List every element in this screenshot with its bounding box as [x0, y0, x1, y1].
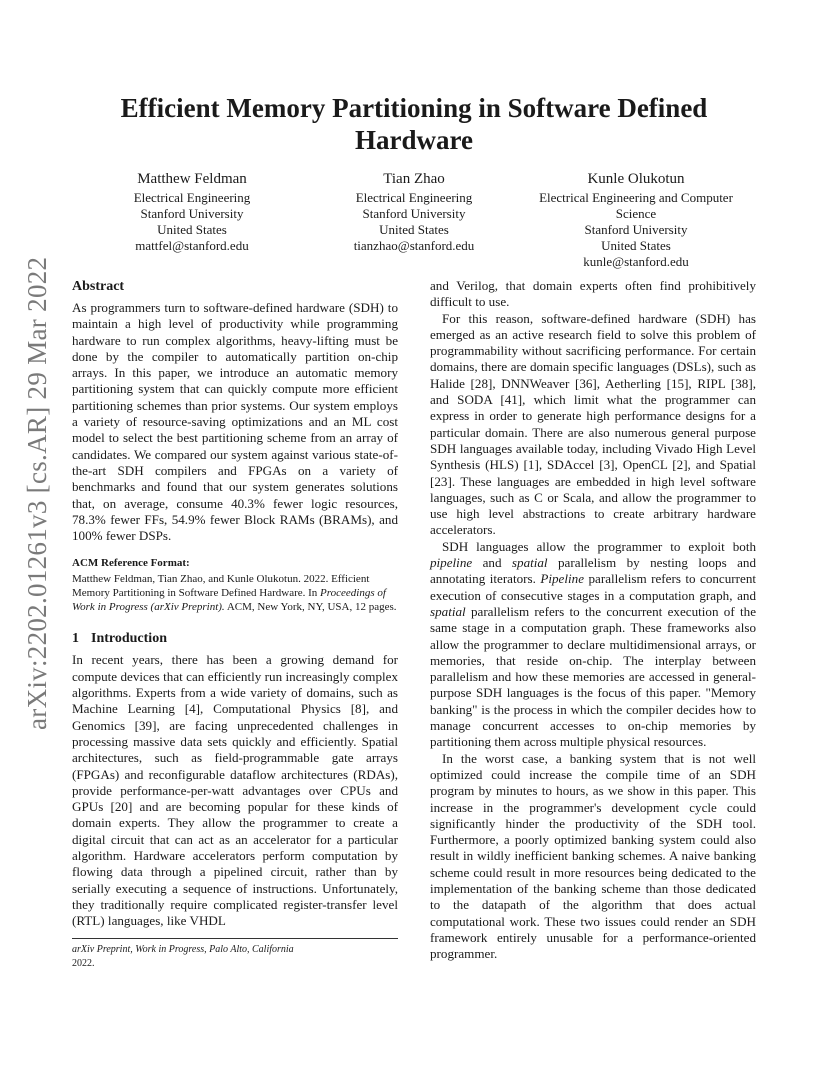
left-column	[72, 278, 398, 930]
acm-reference-text	[72, 572, 398, 614]
author-email: mattfel@stanford.edu	[135, 238, 249, 253]
paper-title: Efficient Memory Partitioning in Software Defined Hardware	[120, 93, 708, 155]
author-country: United States	[601, 238, 671, 253]
author-block-3	[526, 170, 746, 270]
emphasis-spatial: spatial	[430, 603, 466, 619]
intro-paragraph-1-continued: and Verilog, that domain experts often find prohibitively difficult to use.	[430, 278, 756, 310]
author-email: kunle@stanford.edu	[583, 254, 689, 269]
author-block-2	[334, 170, 494, 254]
right-column	[430, 278, 756, 962]
acm-reference-proceedings: Proceedings of Work in Progress (arXiv Preprint).	[72, 587, 386, 614]
section-number: 1	[72, 631, 79, 647]
emphasis-pipeline: pipeline	[430, 555, 473, 571]
abstract-heading: Abstract	[72, 279, 125, 294]
section-heading-introduction	[72, 630, 398, 648]
author-name: Matthew Feldman	[137, 171, 247, 187]
section-title: Introduction	[91, 631, 167, 647]
intro-paragraph-2: For this reason, software-defined hardware (SDH) has emerged as an active research field to solve this problem of programmability without sacrificing performance. For certain domains, there are domain specific languages (DSLs), such as Halide [28], DNNWeaver [36], Aetherling [15], RIPL [38], and SODA [41], which limit what the programmer can express in order to generate high performance designs for a particular domain. There are also numerous general purpose SDH languages available today, including Vivado High Level Synthesis (HLS) [1], SDAccel [3], OpenCL [2], and Spatial [23]. These languages are embedded in high level software languages, such as C or Scala, and allow the programmer to use high level abstractions to create arbitrary hardware accelerators.	[430, 310, 756, 538]
author-university: Stanford University	[140, 206, 244, 221]
author-name: Tian Zhao	[383, 171, 445, 187]
abstract-text: As programmers turn to software-defined hardware (SDH) to maintain a high level of productivity while programming hardware to run complex algorithms, heavy-lifting must be done by the compiler to automatically partition on-chip arrays. In this paper, we introduce an automatic memory partitioning system that can quickly compute more efficient partitioning schemes than prior systems. Our system employs a variety of resource-saving optimizations and an ML cost model to select the best partitioning scheme from an array of candidates. We compared our system against various state-of-the-art SDH compilers and FPGAs on a variety of benchmarks and found that our system generates solutions that, on average, consume 40.3% fewer logic resources, 78.3% fewer FFs, 54.9% fewer Block RAMs (BRAMs), and 100% fewer DSPs.	[72, 300, 398, 544]
emphasis-pipeline: Pipeline	[540, 571, 585, 587]
intro-paragraph-3	[430, 539, 756, 751]
text-run: parallelism by nesting loops and annotating iterators.	[430, 555, 756, 587]
author-university: Stanford University	[362, 206, 466, 221]
text-run: parallelism refers to the concurrent execution of the same stage in a computation graph. These frameworks also allow the programmer to declare multidimensional arrays, or memories, that reside on-chip. The interplay between parallelism and how these memories are accessed in general-purpose SDH languages is the focus of this paper. "Memory banking" is the process in which the compiler decides how to manage concurrent accesses to on-chip memories by partitioning them across multiple physical resources.	[430, 603, 756, 750]
author-university: Stanford University	[584, 222, 688, 237]
author-email: tianzhao@stanford.edu	[353, 238, 475, 253]
author-country: United States	[157, 222, 227, 237]
text-run: SDH languages allow the programmer to exploit both	[442, 538, 756, 554]
emphasis-spatial: spatial	[511, 555, 548, 571]
author-affiliation: Electrical Engineering	[355, 190, 473, 205]
text-run: parallelism refers to concurrent execution of consecutive stages in a computation graph, and	[430, 571, 756, 603]
footer-year: 2022.	[72, 958, 95, 969]
author-name: Kunle Olukotun	[587, 171, 685, 187]
text-run: and	[472, 555, 512, 571]
page-footer	[72, 938, 398, 971]
intro-paragraph-1: In recent years, there has been a growing demand for compute devices that can efficiently run increasingly complex algorithms. Experts from a wide variety of domains, such as Machine Learning [4], Computational Physics [8], and Genomics [39], are facing unprecedented challenges in processing massive data sets quickly and efficiently. Spatial architectures, such as field-programmable gate arrays (FPGAs) and reconfigurable dataflow architectures (RDAs), provide performance-per-watt advantages over CPUs and GPUs [20] and are becoming popular for these kinds of domain experts. They allow the programmer to create a digital circuit that can act as an accelerator for a particular algorithm. Hardware accelerators perform computation by flowing data through a pipelined circuit, rather than by serially executing a sequence of instructions. Unfortunately, they traditionally require complicated register-transfer level (RTL) languages, like VHDL	[72, 652, 398, 929]
acm-reference-heading: ACM Reference Format:	[72, 557, 190, 570]
author-block-1	[112, 170, 272, 254]
author-country: United States	[379, 222, 449, 237]
intro-paragraph-4: In the worst case, a banking system that is not well optimized could increase the compile time of an SDH program by minutes to hours, as we show in this paper. This increase in the programmer's development cycle could significantly hinder the productivity of the SDH tool. Furthermore, a poorly optimized banking system could also result in wildly inefficient banking schemes. A naive banking scheme could result in more resources being dedicated to the implementation of the banking scheme than those dedicated to the datapath of the algorithm that does actual computational work. These two issues could render an SDH framework entirely unusable for a performance-oriented programmer.	[430, 750, 756, 962]
arxiv-identifier: arXiv:2202.01261v3 [cs.AR] 29 Mar 2022	[22, 256, 52, 730]
acm-reference-authors: Matthew Feldman, Tian Zhao, and Kunle Olukotun. 2022. Efficient Memory Partitioning in Software Defined Hardware. In	[72, 573, 370, 600]
acm-reference-publisher: ACM, New York, NY, USA, 12 pages.	[224, 601, 397, 614]
author-affiliation: Electrical Engineering	[133, 190, 251, 205]
author-affiliation: Electrical Engineering and Computer	[539, 190, 733, 205]
author-affiliation-cont: Science	[615, 206, 657, 221]
footer-venue: arXiv Preprint, Work in Progress, Palo Alto, California	[72, 944, 294, 955]
